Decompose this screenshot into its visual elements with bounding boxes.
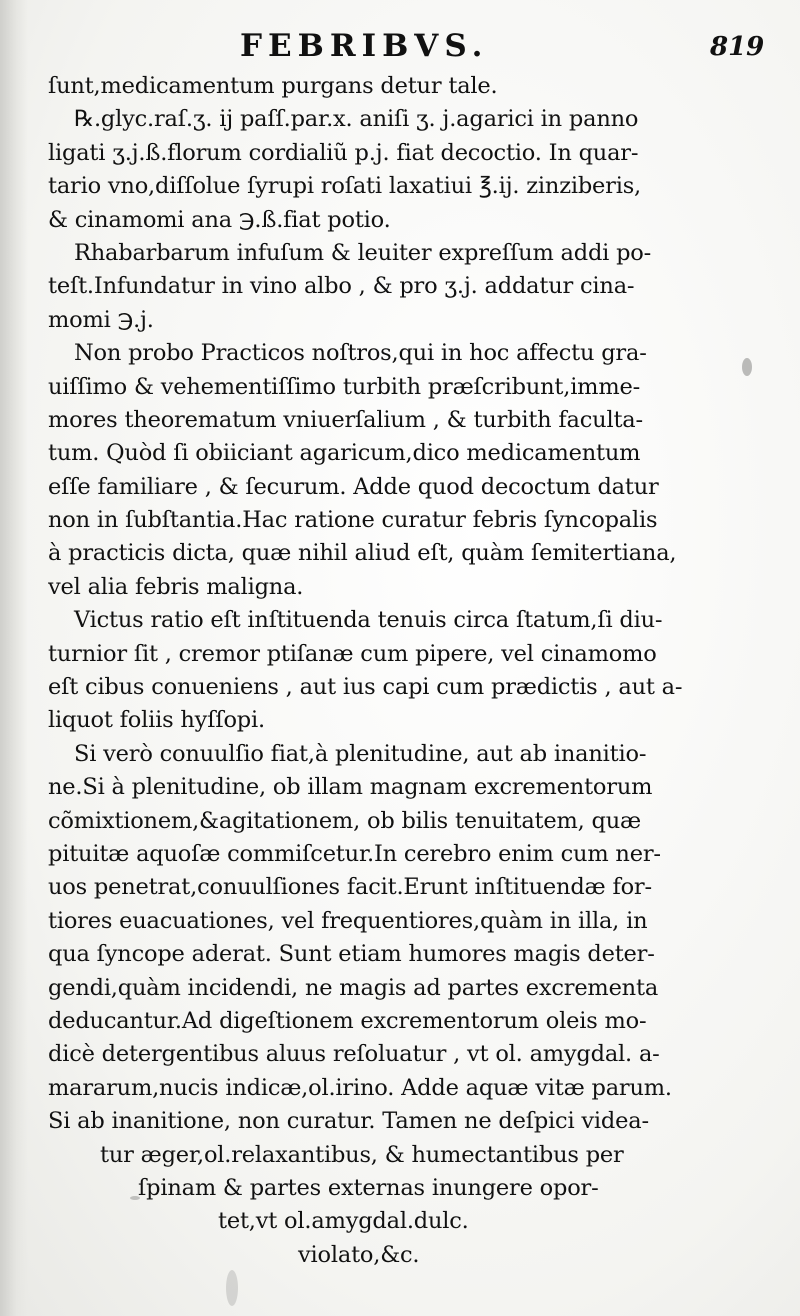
text-line: Victus ratio eſt inſtituenda tenuis circa ſtatum,ſi diu- — [74, 607, 663, 634]
text-line: teſt.Infundatur in vino albo , & pro ʒ.j. addatur cina- — [48, 273, 635, 300]
text-line: momi ℈.j. — [48, 306, 154, 333]
text-line: à practicis dicta, quæ nihil aliud eſt, quàm ſemitertiana, — [48, 540, 677, 567]
text-line-tapered: tur æger,ol.relaxantibus, & humectantibus per — [100, 1141, 624, 1168]
text-line: ſunt,medicamentum purgans detur tale. — [48, 73, 498, 99]
page-header — [0, 28, 800, 68]
text-line: non in ſubſtantia.Hac ratione curatur febris ſyncopalis — [48, 507, 658, 534]
text-line: Si ab inanitione, non curatur. Tamen ne deſpici videa- — [48, 1108, 649, 1135]
text-line: dicè detergentibus aluus reſoluatur , vt ol. amygdal. a- — [48, 1041, 660, 1068]
text-line: mores theorematum vniuerſalium , & turbith faculta- — [48, 406, 643, 433]
text-line: cõmixtionem,&agitationem, ob bilis tenuitatem, quæ — [48, 807, 641, 834]
text-line: ℞.glyc.raſ.ʒ. ij paſſ.par.x. aniſi ʒ. j.agarici in panno — [74, 106, 639, 133]
text-line-tapered: ſpinam & partes externas inungere opor- — [138, 1174, 599, 1201]
paper-stain — [226, 1270, 238, 1306]
text-line: mararum,nucis indicæ,ol.irino. Adde aquæ vitæ parum. — [48, 1074, 672, 1101]
text-line: liquot foliis hyſſopi. — [48, 707, 265, 734]
paper-stain — [130, 1196, 140, 1200]
ink-blot — [742, 358, 752, 376]
text-line: & cinamomi ana ℈.ß.fiat potio. — [48, 206, 391, 233]
text-line: ne.Si à plenitudine, ob illam magnam excrementorum — [48, 774, 653, 801]
text-line: tum. Quòd ſi obiiciant agaricum,dico medicamentum — [48, 440, 641, 467]
text-line: turnior ſit , cremor ptiſanæ cum pipere, vel cinamomo — [48, 640, 657, 667]
text-line: tiores euacuationes, vel frequentiores,quàm in illa, in — [48, 907, 648, 934]
running-head: FEBRIBVS. — [240, 28, 489, 64]
text-line: Rhabarbarum infuſum & leuiter expreſſum addi po- — [74, 239, 652, 266]
text-line: qua ſyncope aderat. Sunt etiam humores magis deter- — [48, 941, 655, 968]
text-line: deducantur.Ad digeſtionem excrementorum oleis mo- — [48, 1007, 647, 1034]
text-line: tario vno,diſſolue ſyrupi roſati laxatiui ℥.ij. zinziberis, — [48, 173, 642, 200]
page-number: 819 — [710, 32, 765, 62]
text-line: Si verò conuulſio fiat,à plenitudine, aut ab inanitio- — [74, 740, 647, 767]
text-line: vel alia febris maligna. — [48, 573, 304, 600]
text-line: eſſe familiare , & ſecurum. Adde quod decoctum datur — [48, 473, 659, 500]
text-line-tapered: tet,vt ol.amygdal.dulc. — [218, 1208, 469, 1235]
text-line: uos penetrat,conuulſiones facit.Erunt inſtituendæ for- — [48, 874, 652, 901]
text-line: ligati ʒ.j.ß.florum cordialiũ p.j. fiat decoctio. In quar- — [48, 139, 639, 166]
text-line-tapered: violato,&c. — [298, 1241, 420, 1268]
text-line: eſt cibus conueniens , aut ius capi cum prædictis , aut a- — [48, 674, 683, 701]
text-line: gendi,quàm incidendi, ne magis ad partes excrementa — [48, 974, 659, 1001]
text-line: uiſſimo & vehementiſſimo turbith præſcribunt,imme- — [48, 373, 640, 400]
page-binding-shadow — [0, 0, 28, 1316]
text-line: Non probo Practicos noſtros,qui in hoc affectu gra- — [74, 340, 647, 367]
body-text — [48, 70, 768, 1272]
text-line: pituitæ aquoſæ commiſcetur.In cerebro enim cum ner- — [48, 840, 661, 867]
